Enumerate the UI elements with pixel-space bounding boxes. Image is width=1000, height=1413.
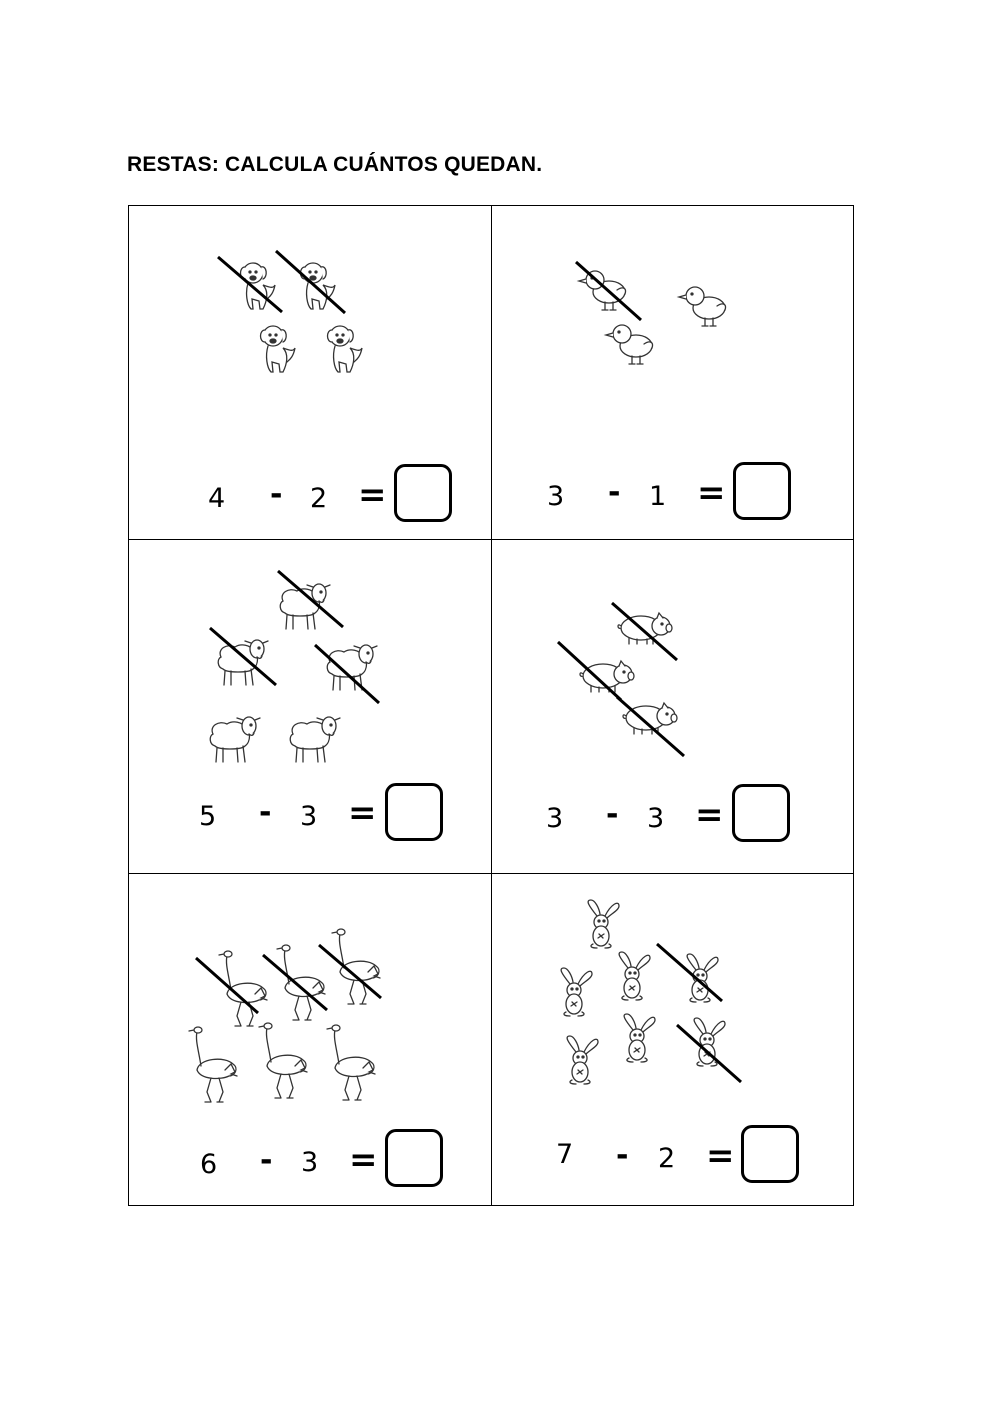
equals-sign: = [358, 475, 387, 515]
page-title: RESTAS: CALCULA CUÁNTOS QUEDAN. [127, 153, 543, 176]
subtrahend: 2 [658, 1143, 676, 1174]
cross-out-line [657, 944, 722, 1001]
minus-sign: - [270, 477, 283, 512]
minuend: 6 [200, 1149, 218, 1180]
minuend: 3 [547, 481, 565, 512]
minus-sign: - [259, 795, 272, 830]
minuend: 7 [556, 1139, 574, 1170]
equals-sign: = [697, 473, 726, 513]
minuend: 5 [199, 801, 217, 832]
subtrahend: 3 [301, 1147, 319, 1178]
equals-sign: = [695, 795, 724, 835]
answer-box[interactable] [741, 1125, 799, 1183]
equals-sign: = [706, 1136, 735, 1176]
equals-sign: = [348, 793, 377, 833]
minuend: 3 [546, 803, 564, 834]
minus-sign: - [608, 475, 621, 510]
subtrahend: 2 [310, 483, 328, 514]
minus-sign: - [260, 1143, 273, 1178]
minuend: 4 [208, 483, 226, 514]
subtrahend: 1 [649, 481, 667, 512]
subtrahend: 3 [300, 801, 318, 832]
minus-sign: - [606, 797, 619, 832]
equals-sign: = [349, 1140, 378, 1180]
minus-sign: - [616, 1138, 629, 1173]
subtrahend: 3 [647, 803, 665, 834]
